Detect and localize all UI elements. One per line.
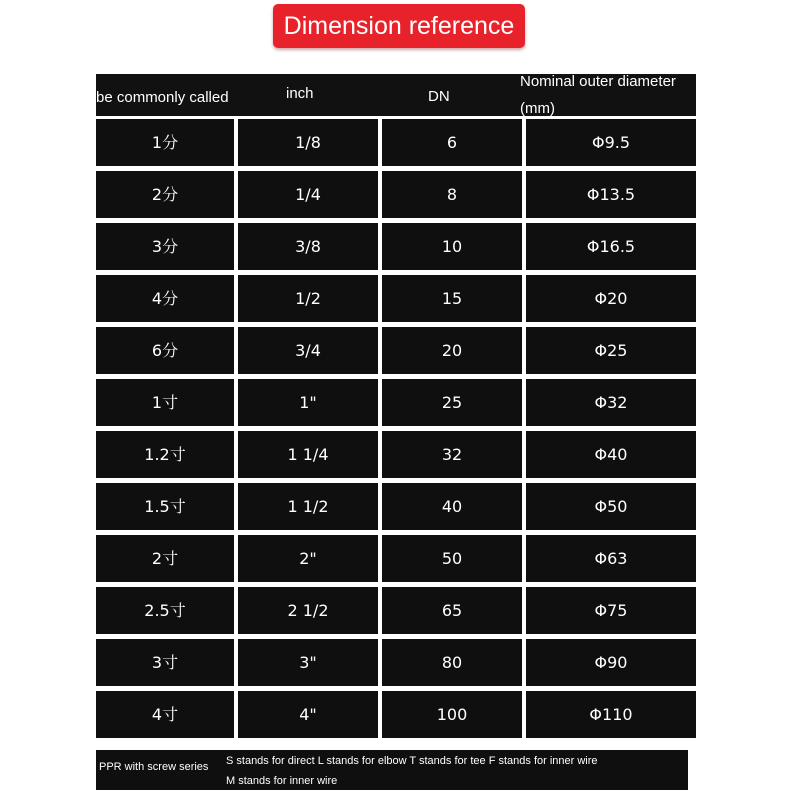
cell-inch: 3" — [238, 639, 378, 686]
cell-inch: 2" — [238, 535, 378, 582]
cell-inch: 4" — [238, 691, 378, 738]
cell-inch: 3/4 — [238, 327, 378, 374]
cell-dn: 20 — [382, 327, 522, 374]
cell-dn: 100 — [382, 691, 522, 738]
cell-diameter: Φ110 — [526, 691, 696, 738]
header-dn: DN — [428, 88, 450, 105]
cell-commonly-called: 2寸 — [96, 535, 234, 582]
footer-legend-line1: S stands for direct L stands for elbow T stands for tee F stands for inner wire — [226, 755, 598, 767]
page-title: Dimension reference — [273, 4, 525, 48]
cell-dn: 80 — [382, 639, 522, 686]
header-nominal-outer-diameter: Nominal outer diameter — [520, 73, 676, 90]
cell-dn: 25 — [382, 379, 522, 426]
cell-diameter: Φ20 — [526, 275, 696, 322]
table-header — [96, 74, 696, 116]
cell-diameter: Φ75 — [526, 587, 696, 634]
cell-commonly-called: 1.5寸 — [96, 483, 234, 530]
cell-commonly-called: 1.2寸 — [96, 431, 234, 478]
cell-commonly-called: 4分 — [96, 275, 234, 322]
cell-inch: 1/8 — [238, 119, 378, 166]
cell-commonly-called: 3寸 — [96, 639, 234, 686]
cell-inch: 1 1/4 — [238, 431, 378, 478]
cell-commonly-called: 6分 — [96, 327, 234, 374]
cell-dn: 65 — [382, 587, 522, 634]
cell-diameter: Φ13.5 — [526, 171, 696, 218]
cell-dn: 6 — [382, 119, 522, 166]
cell-diameter: Φ40 — [526, 431, 696, 478]
footer-series-label: PPR with screw series — [99, 761, 209, 773]
footer-note — [96, 750, 688, 790]
cell-inch: 3/8 — [238, 223, 378, 270]
header-inch: inch — [286, 85, 314, 102]
cell-inch: 1" — [238, 379, 378, 426]
cell-inch: 1 1/2 — [238, 483, 378, 530]
cell-commonly-called: 2分 — [96, 171, 234, 218]
cell-dn: 40 — [382, 483, 522, 530]
cell-commonly-called: 1分 — [96, 119, 234, 166]
cell-diameter: Φ16.5 — [526, 223, 696, 270]
header-commonly-called: be commonly called — [96, 89, 229, 106]
cell-inch: 1/2 — [238, 275, 378, 322]
cell-diameter: Φ32 — [526, 379, 696, 426]
cell-dn: 15 — [382, 275, 522, 322]
header-mm-unit: (mm) — [520, 100, 555, 117]
cell-diameter: Φ25 — [526, 327, 696, 374]
cell-commonly-called: 2.5寸 — [96, 587, 234, 634]
cell-diameter: Φ90 — [526, 639, 696, 686]
footer-legend-line2: M stands for inner wire — [226, 775, 338, 787]
cell-dn: 50 — [382, 535, 522, 582]
cell-diameter: Φ9.5 — [526, 119, 696, 166]
dimension-table — [96, 74, 696, 738]
cell-commonly-called: 3分 — [96, 223, 234, 270]
cell-diameter: Φ63 — [526, 535, 696, 582]
cell-inch: 2 1/2 — [238, 587, 378, 634]
cell-diameter: Φ50 — [526, 483, 696, 530]
cell-commonly-called: 4寸 — [96, 691, 234, 738]
cell-commonly-called: 1寸 — [96, 379, 234, 426]
cell-dn: 10 — [382, 223, 522, 270]
cell-inch: 1/4 — [238, 171, 378, 218]
cell-dn: 32 — [382, 431, 522, 478]
cell-dn: 8 — [382, 171, 522, 218]
